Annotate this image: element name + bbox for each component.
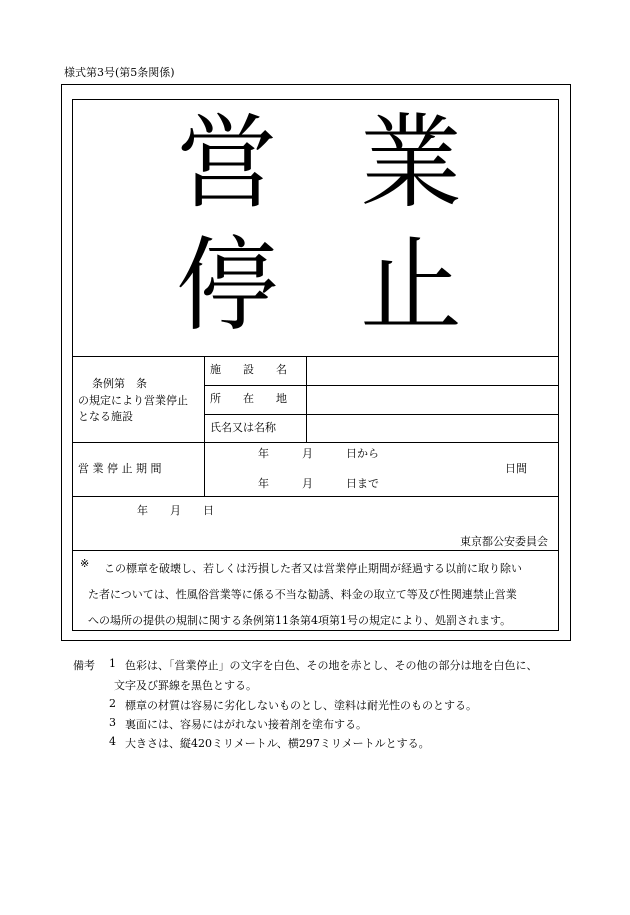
notice-line-1: この標章を破壊し、若しくは汚損した者又は営業停止期間が経過する以前に取り除い (104, 562, 522, 575)
sign-char-shi: 止 (360, 227, 462, 346)
rule-label-column (204, 356, 205, 496)
remark-3-line-1: 裏面には、容易にはがれない接着剤を塗布する。 (125, 718, 367, 731)
facility-label-line-3: となる施設 (78, 410, 133, 423)
remark-2-num: 2 (109, 697, 116, 710)
notice-text (88, 556, 558, 634)
remark-4-line-1: 大きさは、縦420ミリメートル、横297ミリメートルとする。 (125, 737, 430, 750)
inner-frame (72, 99, 559, 631)
remark-1-num: 1 (109, 657, 116, 670)
rule-facility-1 (204, 385, 559, 386)
facility-label (78, 376, 188, 426)
period-label: 営 業 停 止 期 間 (78, 462, 162, 475)
form-number: 様式第3号(第5条関係) (64, 66, 175, 79)
remarks-label: 備考 (73, 659, 95, 672)
notice-line-2: た者については、性風俗営業等に係る不当な勧誘、料金の取立て等及び性関連禁止営業 (88, 588, 517, 601)
remark-3-num: 3 (109, 716, 116, 729)
remark-1-line-2: 文字及び罫線を黒色とする。 (114, 679, 257, 692)
facility-name-label: 施 設 名 (210, 363, 287, 376)
days-label: 日間 (505, 462, 527, 475)
issue-date: 年 月 日 (137, 504, 214, 517)
authority-name: 東京都公安委員会 (460, 535, 548, 548)
period-from: 年 月 日から (258, 447, 379, 460)
remark-2-line-1: 標章の材質は容易に劣化しないものとし、塗料は耐光性のものとする。 (125, 699, 477, 712)
facility-label-line-2: の規定により営業停止 (78, 393, 188, 407)
period-to: 年 月 日まで (258, 477, 379, 490)
rule-period-bottom (72, 496, 559, 497)
rule-period-top (72, 442, 559, 443)
rule-table-top (72, 356, 559, 357)
sign-char-ei: 営 (176, 104, 278, 223)
address-label: 所 在 地 (210, 392, 287, 405)
rule-value-column (306, 356, 307, 442)
notice-mark: ※ (80, 557, 90, 570)
rule-facility-2 (204, 414, 559, 415)
sign-char-tei: 停 (176, 227, 278, 346)
notice-line-3: への場所の提供の規制に関する条例第11条第4項第1号の規定により、処罰されます。 (88, 614, 512, 627)
remark-1-line-1: 色彩は、「営業停止」の文字を白色、その地を赤とし、その他の部分は地を白色に、 (125, 659, 538, 672)
facility-label-line-1: 条例第 条 (92, 377, 147, 390)
remark-4-num: 4 (109, 735, 116, 748)
owner-label: 氏名又は名称 (210, 421, 276, 434)
sign-char-gyo: 業 (360, 104, 462, 223)
